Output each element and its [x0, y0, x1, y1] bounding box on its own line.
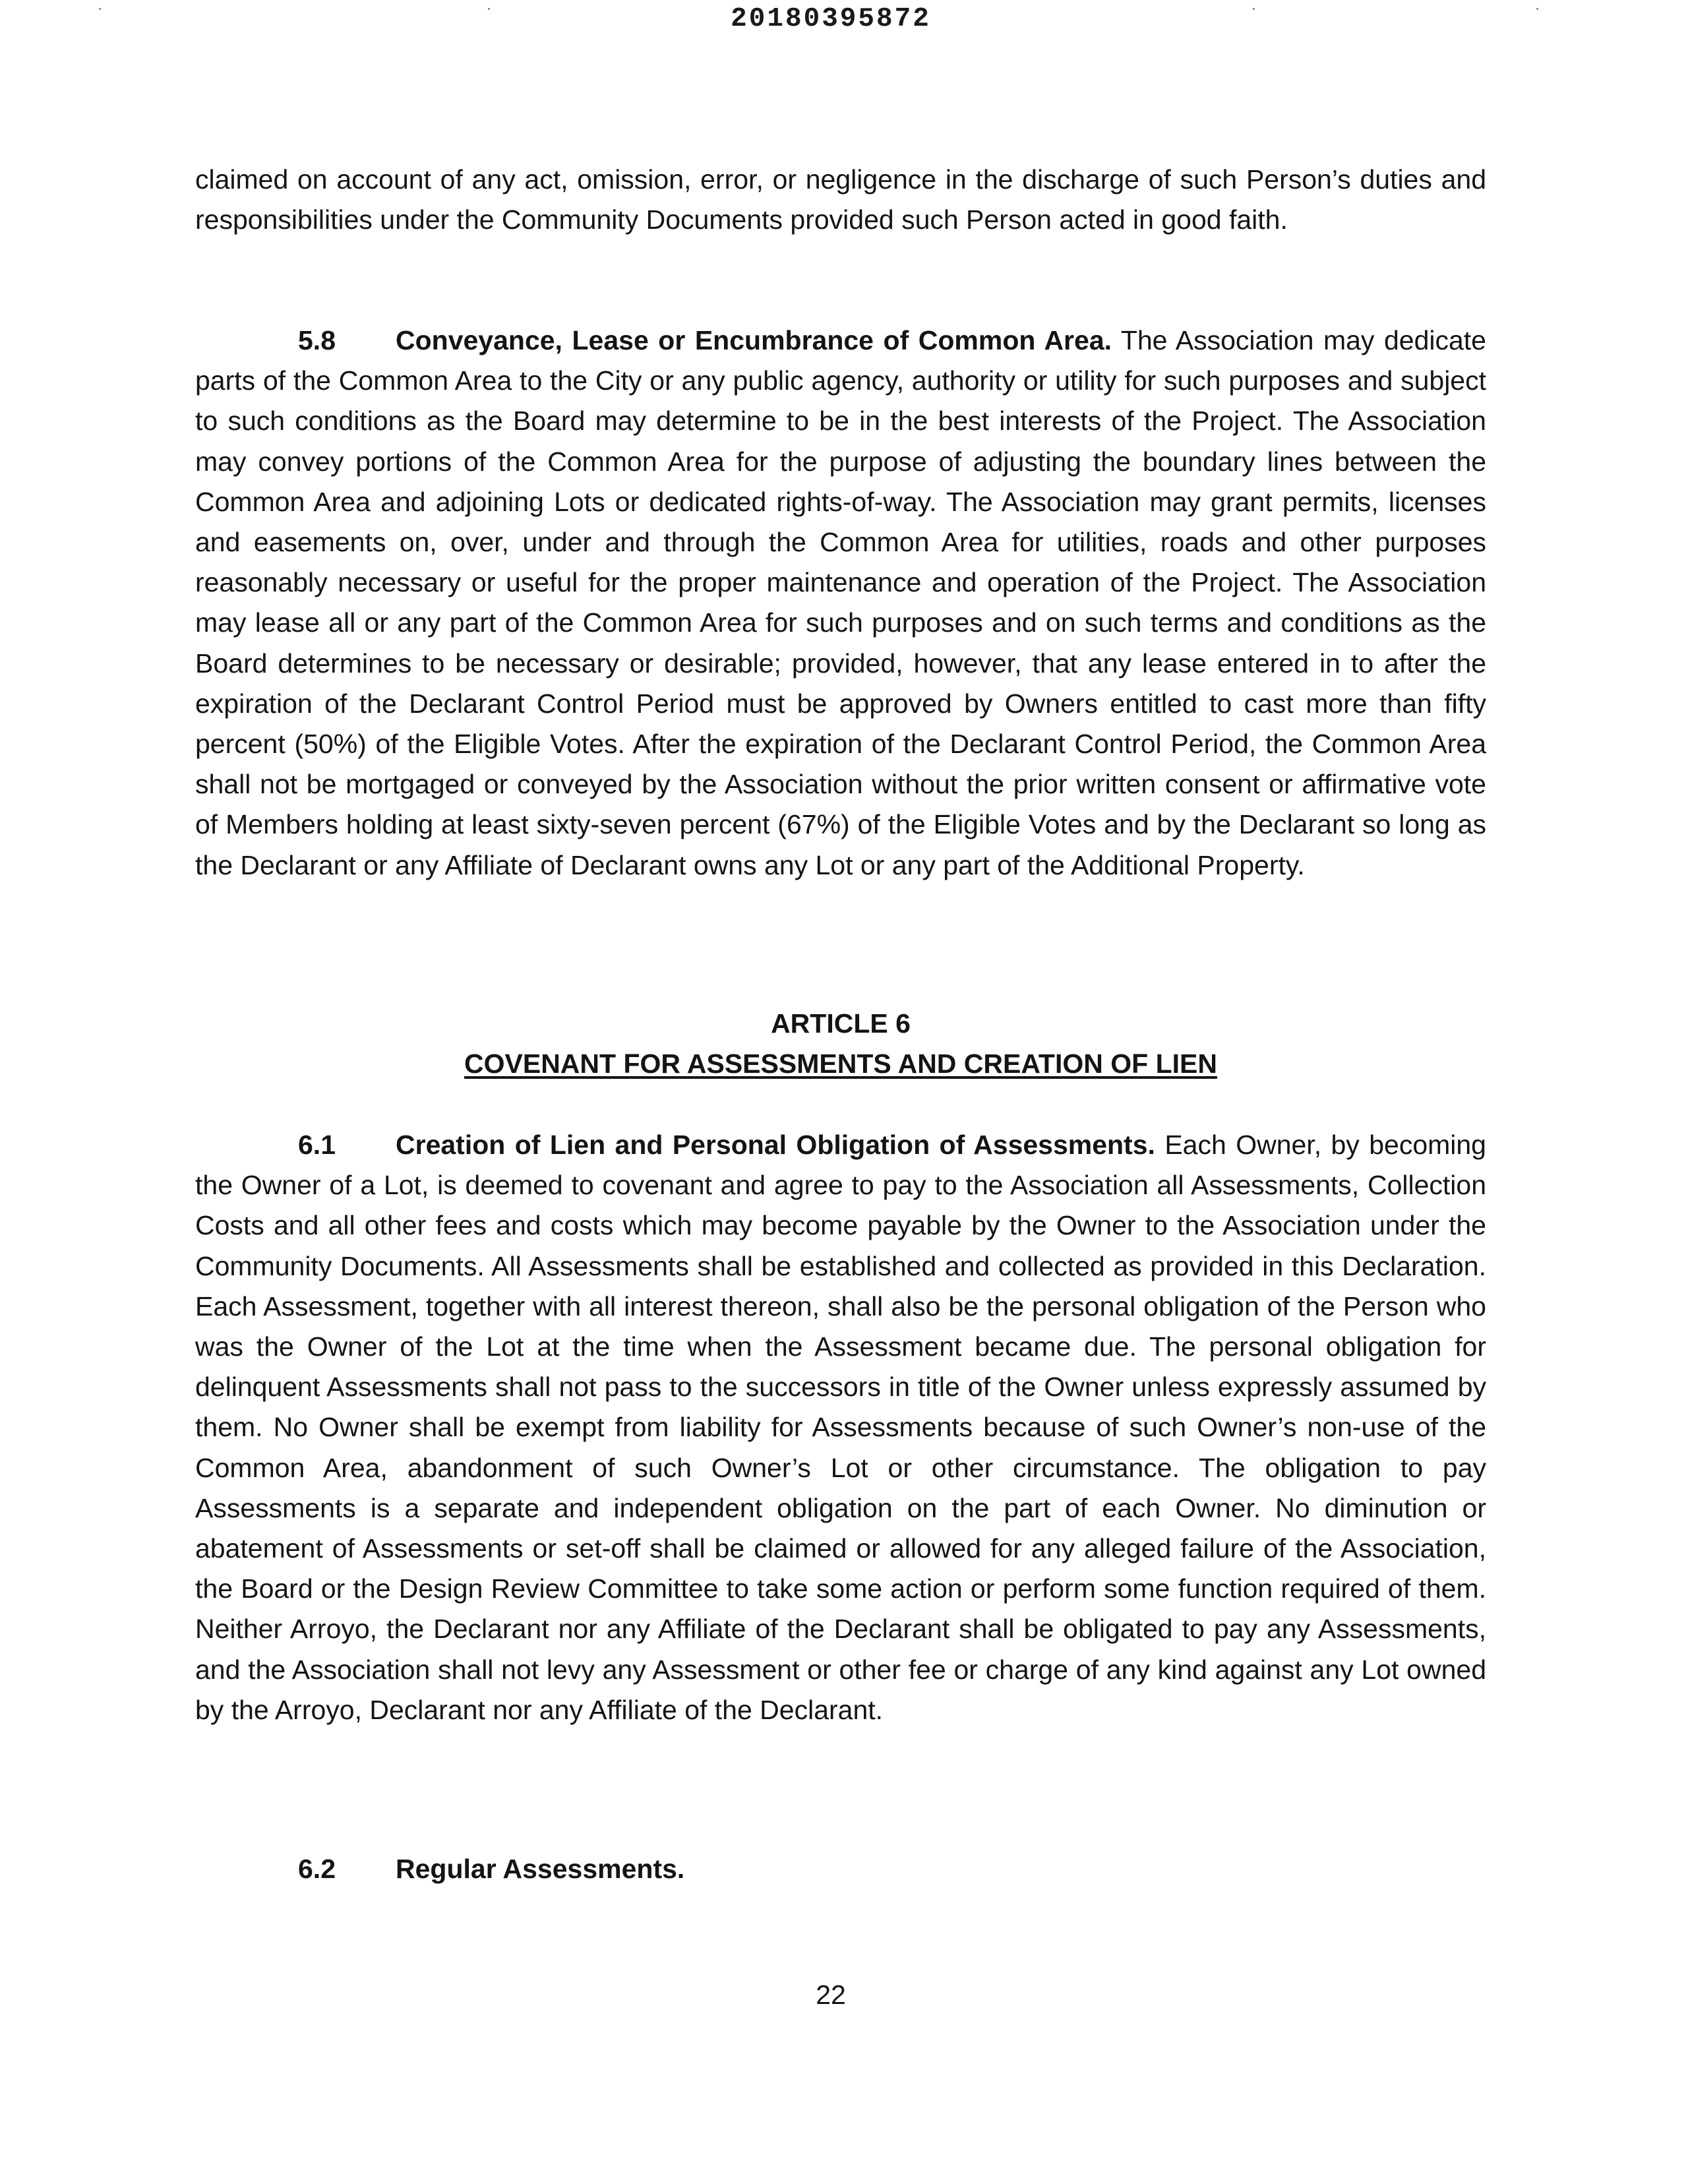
section-number: 6.2	[298, 1854, 336, 1884]
section-heading: Regular Assessments.	[396, 1854, 685, 1884]
continued-paragraph: claimed on account of any act, omission, error, or negligence in the discharge of such Person’s duties and responsibilities under the Community Documents provided such Person acted in good faith.	[195, 164, 1486, 235]
section-6-1-paragraph	[195, 1125, 1486, 1730]
recording-document-number: 20180395872	[731, 4, 931, 34]
section-heading: Creation of Lien and Personal Obligation of Assessments.	[396, 1130, 1155, 1160]
section-number: 5.8	[298, 325, 336, 355]
section-body-text: The Association may dedicate parts of the Common Area to the City or any public agency, authority or utility for such purposes and subject to such conditions as the Board may determine to be in the best interests of the Project. The Association may convey portions of the Common Area for the purpose of adjusting the boundary lines between the Common Area and adjoining Lots or dedicated rights-of-way. The Association may grant permits, licenses and easements on, over, under and through the Common Area for utilities, roads and other purposes reasonably necessary or useful for the proper maintenance and operation of the Project. The Association may lease all or any part of the Common Area for such purposes and on such terms and conditions as the Board determines to be necessary or desirable; provided, however, that any lease entered in to after the expiration of the Declarant Control Period must be approved by Owners entitled to cast more than fifty percent (50%) of the Eligible Votes. After the expiration of the Declarant Control Period, the Common Area shall not be mortgaged or conveyed by the Association without the prior written consent or affirmative vote of Members holding at least sixty-seven percent (67%) of the Eligible Votes and by the Declarant so long as the Declarant or any Affiliate of Declarant owns any Lot or any part of the Additional Property.	[195, 325, 1486, 880]
section-5-8-paragraph	[195, 320, 1486, 886]
article-subtitle: COVENANT FOR ASSESSMENTS AND CREATION OF LIEN	[464, 1048, 1217, 1079]
article-title: ARTICLE 6	[771, 1008, 911, 1039]
page-number: 22	[816, 1980, 846, 2010]
article-heading	[195, 1004, 1486, 1084]
section-heading: Conveyance, Lease or Encumbrance of Common Area.	[396, 325, 1112, 355]
section-6-2-paragraph	[195, 1849, 1486, 1889]
section-body-text: Each Owner, by becoming the Owner of a Lot, is deemed to covenant and agree to pay to the Association all Assessments, Collection Costs and all other fees and costs which may become payable by the Owner to the Association under the Community Documents. All Assessments shall be established and collected as provided in this Declaration. Each Assessment, together with all interest thereon, shall also be the personal obligation of the Person who was the Owner of the Lot at the time when the Assessment became due. The personal obligation for delinquent Assessments shall not pass to the successors in title of the Owner unless expressly assumed by them. No Owner shall be exempt from liability for Assessments because of such Owner’s non-use of the Common Area, abandonment of such Owner’s Lot or other circumstance. The obligation to pay Assessments is a separate and independent obligation on the part of each Owner. No diminution or abatement of Assessments or set-off shall be claimed or allowed for any alleged failure of the Association, the Board or the Design Review Committee to take some action or perform some function required of them. Neither Arroyo, the Declarant nor any Affiliate of the Declarant shall be obligated to pay any Assessments, and the Association shall not levy any Assessment or other fee or charge of any kind against any Lot owned by the Arroyo, Declarant nor any Affiliate of the Declarant.	[195, 1130, 1486, 1725]
section-number: 6.1	[298, 1130, 336, 1160]
